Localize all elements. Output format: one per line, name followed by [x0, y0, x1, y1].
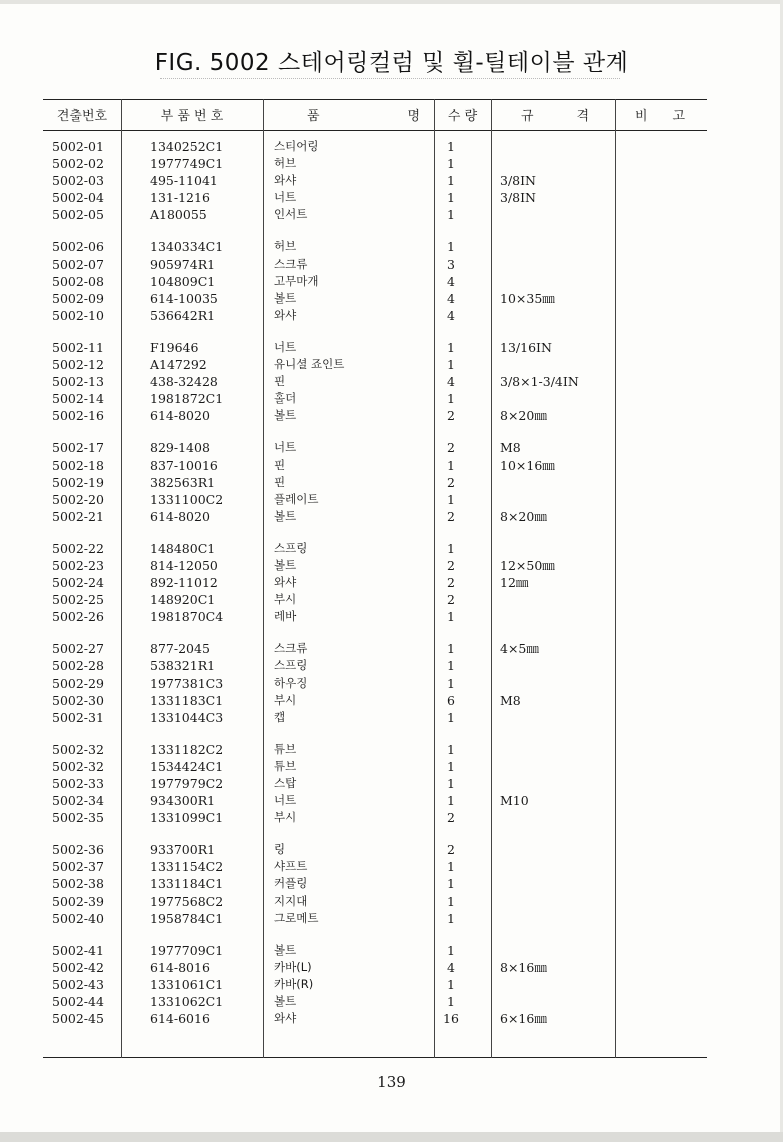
specification-cell: 3/8IN [500, 190, 536, 206]
item-number-cell: 5002-02 [52, 156, 104, 172]
item-number-cell: 5002-40 [52, 910, 104, 926]
part-number-cell: 814-12050 [150, 557, 218, 573]
part-number-cell: 1331099C1 [150, 810, 224, 826]
quantity-cell: 16 [443, 1011, 459, 1027]
item-number-cell: 5002-31 [52, 709, 104, 725]
header-part-name-b: 명 [407, 109, 420, 124]
part-number-cell: 1331184C1 [150, 876, 224, 892]
table-row [43, 138, 707, 155]
part-name-cell: 와샤 [274, 1011, 297, 1026]
header-item-no: 견출번호 [56, 109, 108, 124]
part-name-cell: 지지대 [274, 893, 308, 908]
item-number-cell: 5002-41 [52, 942, 104, 958]
part-name-cell: 카바(R) [274, 976, 314, 991]
item-number-cell: 5002-04 [52, 190, 104, 206]
table-row [43, 373, 707, 390]
header-remark [615, 105, 707, 125]
quantity-cell: 2 [447, 810, 455, 826]
part-number-cell: 1958784C1 [150, 910, 224, 926]
part-name-cell: 핀 [274, 474, 286, 489]
item-number-cell: 5002-26 [52, 609, 104, 625]
item-number-cell: 5002-20 [52, 491, 104, 507]
quantity-cell: 1 [447, 239, 455, 255]
item-number-cell: 5002-44 [52, 994, 104, 1010]
table-row [43, 339, 707, 356]
table-row [43, 256, 707, 273]
table-header-rule [43, 130, 707, 131]
table-row [43, 709, 707, 726]
table-row [43, 273, 707, 290]
specification-cell: 3/8IN [500, 173, 536, 189]
part-number-cell: 829-1408 [150, 440, 210, 456]
page-title: FIG. 5002 스테어링컬럼 및 휠-틸테이블 관계 [154, 50, 629, 76]
quantity-cell: 2 [447, 508, 455, 524]
part-name-cell: 부시 [274, 692, 297, 707]
part-name-cell: 유니셜 죠인트 [274, 357, 345, 372]
item-number-cell: 5002-01 [52, 139, 104, 154]
group-spacer [43, 726, 707, 741]
part-number-cell: F19646 [150, 339, 199, 355]
part-number-cell: 614-8020 [150, 408, 210, 424]
quantity-cell: 1 [447, 658, 455, 674]
item-number-cell: 5002-13 [52, 374, 104, 390]
page-edge-bottom [0, 1132, 783, 1142]
quantity-cell: 1 [447, 173, 455, 189]
group-spacer [43, 826, 707, 841]
table-row [43, 474, 707, 491]
quantity-cell: 1 [447, 609, 455, 625]
specification-cell: M8 [500, 692, 521, 708]
item-number-cell: 5002-10 [52, 307, 104, 323]
part-number-cell: 1331100C2 [150, 491, 224, 507]
quantity-cell: 4 [447, 374, 455, 390]
part-name-cell: 너트 [274, 440, 297, 455]
quantity-cell: 2 [447, 440, 455, 456]
quantity-cell: 1 [447, 139, 455, 154]
specification-cell: 8×20㎜ [500, 508, 547, 524]
item-number-cell: 5002-03 [52, 173, 104, 189]
table-row [43, 307, 707, 324]
part-name-cell: 카바(L) [274, 959, 312, 974]
table-row [43, 206, 707, 223]
table-row [43, 238, 707, 255]
group-spacer [43, 525, 707, 540]
table-row [43, 189, 707, 206]
item-number-cell: 5002-22 [52, 540, 104, 556]
specification-cell: 10×35㎜ [500, 290, 555, 306]
item-number-cell: 5002-05 [52, 207, 104, 223]
item-number-cell: 5002-11 [52, 339, 104, 355]
item-number-cell: 5002-32 [52, 741, 104, 757]
part-number-cell: 1331154C2 [150, 859, 224, 875]
group-spacer [43, 927, 707, 942]
quantity-cell: 4 [447, 290, 455, 306]
title-underline [160, 78, 620, 79]
quantity-cell: 1 [447, 893, 455, 909]
part-name-cell: 튜브 [274, 758, 297, 773]
part-name-cell: 허브 [274, 156, 297, 171]
quantity-cell: 1 [447, 491, 455, 507]
quantity-cell: 1 [447, 793, 455, 809]
item-number-cell: 5002-08 [52, 273, 104, 289]
quantity-cell: 1 [447, 776, 455, 791]
quantity-cell: 2 [447, 408, 455, 424]
quantity-cell: 1 [447, 540, 455, 556]
specification-cell: 8×16㎜ [500, 959, 547, 975]
part-number-cell: 1331183C1 [150, 692, 224, 708]
quantity-cell: 1 [447, 357, 455, 373]
table-row [43, 608, 707, 625]
part-name-cell: 부시 [274, 592, 297, 607]
item-number-cell: 5002-42 [52, 959, 104, 975]
part-number-cell: 148480C1 [150, 540, 216, 556]
header-spec-b: 격 [576, 109, 589, 124]
quantity-cell: 6 [447, 692, 455, 708]
part-number-cell: 1331062C1 [150, 994, 224, 1010]
item-number-cell: 5002-32 [52, 758, 104, 774]
part-name-cell: 볼트 [274, 557, 297, 572]
part-number-cell: A147292 [150, 357, 207, 373]
item-number-cell: 5002-43 [52, 976, 104, 992]
specification-cell: 13/16IN [500, 339, 552, 355]
specification-cell: 8×20㎜ [500, 408, 547, 424]
item-number-cell: 5002-28 [52, 658, 104, 674]
quantity-cell: 1 [447, 457, 455, 473]
quantity-cell: 1 [447, 156, 455, 172]
part-number-cell: 614-8020 [150, 508, 210, 524]
part-name-cell: 볼트 [274, 994, 297, 1009]
quantity-cell: 1 [447, 876, 455, 892]
part-number-cell: 934300R1 [150, 793, 216, 809]
part-number-cell: A180055 [150, 207, 207, 223]
quantity-cell: 1 [447, 207, 455, 223]
header-spec [491, 105, 615, 125]
specification-cell: M8 [500, 440, 521, 456]
table-row [43, 574, 707, 591]
table-row [43, 457, 707, 474]
table-row [43, 591, 707, 608]
part-name-cell: 스티어링 [274, 139, 319, 153]
part-name-cell: 핀 [274, 374, 286, 389]
table-body [43, 138, 707, 1027]
part-number-cell: 1534424C1 [150, 758, 224, 774]
item-number-cell: 5002-36 [52, 842, 104, 858]
specification-cell: 12㎜ [500, 575, 529, 591]
table-row [43, 657, 707, 674]
part-name-cell: 스프링 [274, 658, 308, 673]
table-row [43, 809, 707, 826]
part-number-cell: 536642R1 [150, 307, 216, 323]
table-row [43, 792, 707, 809]
quantity-cell: 4 [447, 307, 455, 323]
part-number-cell: 382563R1 [150, 474, 216, 490]
part-name-cell: 볼트 [274, 508, 297, 523]
part-number-cell: 1977568C2 [150, 893, 224, 909]
header-spec-a: 규 [521, 109, 534, 124]
quantity-cell: 4 [447, 273, 455, 289]
header-part-name [263, 105, 434, 125]
part-name-cell: 와샤 [274, 307, 297, 322]
table-row [43, 993, 707, 1010]
table-row [43, 692, 707, 709]
item-number-cell: 5002-33 [52, 776, 104, 791]
part-number-cell: 892-11012 [150, 575, 218, 591]
specification-cell: 3/8×1-3/4IN [500, 374, 579, 390]
quantity-cell: 2 [447, 842, 455, 858]
item-number-cell: 5002-09 [52, 290, 104, 306]
part-name-cell: 튜브 [274, 741, 297, 756]
quantity-cell: 1 [447, 675, 455, 691]
part-name-cell: 인서트 [274, 207, 308, 222]
table-row [43, 893, 707, 910]
table-row [43, 508, 707, 525]
item-number-cell: 5002-25 [52, 592, 104, 608]
item-number-cell: 5002-24 [52, 575, 104, 591]
table-row [43, 557, 707, 574]
quantity-cell: 2 [447, 575, 455, 591]
table-top-rule [43, 99, 707, 100]
part-number-cell: 1981870C4 [150, 609, 224, 625]
part-name-cell: 플레이트 [274, 491, 319, 506]
part-number-cell: 131-1216 [150, 190, 210, 206]
table-row [43, 540, 707, 557]
table-row [43, 775, 707, 792]
part-name-cell: 볼트 [274, 408, 297, 423]
item-number-cell: 5002-23 [52, 557, 104, 573]
part-name-cell: 볼트 [274, 290, 297, 305]
quantity-cell: 1 [447, 190, 455, 206]
specification-cell: 6×16㎜ [500, 1011, 547, 1027]
header-part-name-a: 품 [307, 109, 320, 124]
item-number-cell: 5002-30 [52, 692, 104, 708]
table-row [43, 910, 707, 927]
page-edge-top [0, 0, 783, 4]
specification-cell: M10 [500, 793, 529, 809]
page-number: 139 [377, 1073, 406, 1091]
table-bottom-rule [43, 1057, 707, 1058]
item-number-cell: 5002-37 [52, 859, 104, 875]
table-row [43, 976, 707, 993]
part-number-cell: 933700R1 [150, 842, 216, 858]
part-name-cell: 커플링 [274, 876, 308, 891]
table-row [43, 858, 707, 875]
item-number-cell: 5002-06 [52, 239, 104, 255]
item-number-cell: 5002-21 [52, 508, 104, 524]
part-name-cell: 너트 [274, 190, 297, 205]
quantity-cell: 1 [447, 709, 455, 725]
item-number-cell: 5002-07 [52, 256, 104, 272]
part-number-cell: 1977709C1 [150, 942, 224, 958]
part-number-cell: 1340334C1 [150, 239, 224, 255]
part-number-cell: 1981872C1 [150, 391, 224, 407]
item-number-cell: 5002-16 [52, 408, 104, 424]
group-spacer [43, 424, 707, 439]
quantity-cell: 1 [447, 741, 455, 757]
group-spacer [43, 223, 707, 238]
part-number-cell: 1331044C3 [150, 709, 224, 725]
header-remark-a: 비 [635, 109, 648, 124]
part-name-cell: 부시 [274, 810, 297, 825]
part-name-cell: 볼트 [274, 942, 297, 957]
item-number-cell: 5002-45 [52, 1011, 104, 1027]
quantity-cell: 2 [447, 474, 455, 490]
quantity-cell: 1 [447, 758, 455, 774]
item-number-cell: 5002-39 [52, 893, 104, 909]
quantity-cell: 1 [447, 942, 455, 958]
part-number-cell: 104809C1 [150, 273, 216, 289]
part-name-cell: 와샤 [274, 173, 297, 188]
part-name-cell: 링 [274, 842, 286, 857]
table-row [43, 1010, 707, 1027]
table-row [43, 959, 707, 976]
part-number-cell: 438-32428 [150, 374, 218, 390]
part-name-cell: 스크류 [274, 641, 308, 656]
part-number-cell: 905974R1 [150, 256, 216, 272]
table-row [43, 675, 707, 692]
part-number-cell: 614-6016 [150, 1011, 210, 1027]
item-number-cell: 5002-17 [52, 440, 104, 456]
part-name-cell: 너트 [274, 339, 297, 354]
part-number-cell: 495-11041 [150, 173, 218, 189]
item-number-cell: 5002-12 [52, 357, 104, 373]
part-number-cell: 1331182C2 [150, 741, 224, 757]
quantity-cell: 1 [447, 976, 455, 992]
table-row [43, 172, 707, 189]
item-number-cell: 5002-14 [52, 391, 104, 407]
specification-cell: 4×5㎜ [500, 641, 539, 657]
quantity-cell: 2 [447, 557, 455, 573]
table-row [43, 741, 707, 758]
header-part-number: 부 품 번 호 [160, 109, 224, 124]
part-number-cell: 148920C1 [150, 592, 216, 608]
part-number-cell: 1977749C1 [150, 156, 224, 172]
part-name-cell: 스프링 [274, 540, 308, 555]
item-number-cell: 5002-29 [52, 675, 104, 691]
quantity-cell: 3 [447, 256, 455, 272]
quantity-cell: 1 [447, 910, 455, 926]
table-row [43, 491, 707, 508]
part-name-cell: 허브 [274, 239, 297, 254]
item-number-cell: 5002-27 [52, 641, 104, 657]
part-name-cell: 고무마개 [274, 273, 319, 288]
header-quantity: 수 량 [447, 109, 478, 124]
quantity-cell: 4 [447, 959, 455, 975]
part-name-cell: 레바 [274, 609, 297, 624]
table-row [43, 640, 707, 657]
table-row [43, 841, 707, 858]
table-row [43, 439, 707, 456]
quantity-cell: 1 [447, 994, 455, 1010]
table-row [43, 390, 707, 407]
quantity-cell: 1 [447, 859, 455, 875]
part-number-cell: 877-2045 [150, 641, 210, 657]
part-name-cell: 샤프트 [274, 859, 308, 874]
table-row [43, 290, 707, 307]
part-name-cell: 스탑 [274, 776, 297, 790]
table-row [43, 356, 707, 373]
group-spacer [43, 324, 707, 339]
part-number-cell: 538321R1 [150, 658, 216, 674]
parts-table [43, 99, 707, 1059]
table-row [43, 942, 707, 959]
table-row [43, 758, 707, 775]
part-name-cell: 그로메트 [274, 910, 319, 925]
specification-cell: 12×50㎜ [500, 557, 555, 573]
quantity-cell: 1 [447, 339, 455, 355]
item-number-cell: 5002-35 [52, 810, 104, 826]
part-number-cell: 1977979C2 [150, 776, 224, 791]
item-number-cell: 5002-38 [52, 876, 104, 892]
quantity-cell: 2 [447, 592, 455, 608]
part-number-cell: 1340252C1 [150, 139, 224, 154]
item-number-cell: 5002-19 [52, 474, 104, 490]
item-number-cell: 5002-18 [52, 457, 104, 473]
table-row [43, 155, 707, 172]
part-name-cell: 캡 [274, 709, 286, 724]
part-name-cell: 하우징 [274, 675, 308, 690]
part-name-cell: 너트 [274, 793, 297, 808]
item-number-cell: 5002-34 [52, 793, 104, 809]
table-row [43, 407, 707, 424]
part-number-cell: 614-10035 [150, 290, 218, 306]
specification-cell: 10×16㎜ [500, 457, 555, 473]
part-number-cell: 1331061C1 [150, 976, 224, 992]
part-number-cell: 614-8016 [150, 959, 210, 975]
header-remark-b: 고 [672, 109, 685, 124]
group-spacer [43, 625, 707, 640]
part-name-cell: 와샤 [274, 575, 297, 590]
quantity-cell: 1 [447, 641, 455, 657]
part-number-cell: 1977381C3 [150, 675, 224, 691]
part-name-cell: 스크류 [274, 256, 308, 271]
quantity-cell: 1 [447, 391, 455, 407]
part-name-cell: 핀 [274, 457, 286, 472]
part-name-cell: 홀더 [274, 391, 297, 406]
part-number-cell: 837-10016 [150, 457, 218, 473]
table-row [43, 875, 707, 892]
